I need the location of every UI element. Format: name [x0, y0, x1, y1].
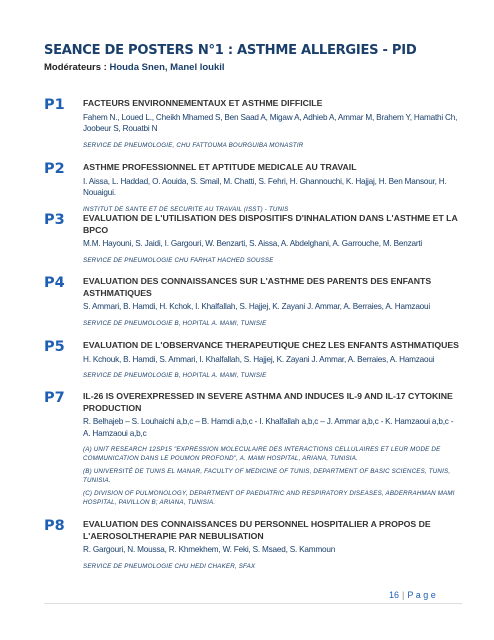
page-footer — [389, 590, 436, 600]
poster-title: FACTEURS ENVIRONNEMENTAUX ET ASTHME DIFFICILE — [83, 98, 323, 108]
footer-divider — [44, 603, 462, 604]
poster-body — [83, 391, 461, 507]
poster-id: P1 — [44, 97, 65, 113]
poster-title: EVALUATION DE L'OBSERVANCE THERAPEUTIQUE CHEZ LES ENFANTS ASTHMATIQUES — [83, 340, 459, 350]
poster-id: P3 — [44, 212, 65, 228]
poster-id: P8 — [44, 518, 65, 534]
poster-authors: R. Gargouri, N. Moussa, R. Khmekhem, W. Feki, S. Msaed, S. Kammoun — [83, 545, 336, 554]
poster-title: EVALUATION DES CONNAISSANCES DU PERSONNEL HOSPITALIER A PROPOS DE L'AEROSOLTHERAPIE PAR NEBULISATION — [83, 519, 431, 541]
moderators-line — [44, 62, 225, 73]
poster-authors: R. Belhajeb – S. Louhaichi a,b,c – B. Hamdi a,b,c - I. Khalfallah a,b,c – J. Ammar a,b,c - K. Hamzaoui a,b,c - A. Hamzaoui a,b,c — [83, 417, 454, 438]
poster-authors: I. Aissa, L. Haddad, O. Aouida, S. Smail, M. Chatti, S. Fehri, H. Ghannouchi, K. Hajjaj, H. Ben Mansour, H. Nouaigui. — [83, 176, 447, 197]
poster-title: EVALUATION DES CONNAISSANCES SUR L'ASTHME DES PARENTS DES ENFANTS ASTHMATIQUES — [83, 276, 432, 298]
poster-title: EVALUATION DE L'UTILISATION DES DISPOSITIFS D'INHALATION DANS L'ASTHME ET LA BPCO — [83, 213, 458, 235]
poster-affiliation: INSTITUT DE SANTE ET DE SECURITE AU TRAVAIL (ISST) - TUNIS — [83, 205, 289, 213]
poster-title: IL-26 IS OVEREXPRESSED IN SEVERE ASTHMA AND INDUCES IL-9 AND IL-17 CYTOKINE PRODUCTION — [83, 391, 453, 413]
poster-body — [83, 276, 461, 328]
poster-body — [83, 340, 461, 380]
poster-affiliation: (C) DIVISION OF PULMONOLOGY, DEPARTMENT OF PAEDIATRIC AND RESPIRATORY DISEASES, ABDERRAHMAN MAMI HOSPITAL, PAVILLON B; ARIANA, TUNISIA. — [83, 490, 455, 506]
poster-authors: H. Kchouk, B. Hamdi, S. Ammari, I. Khalfallah, S. Hajjej, K. Zayani J. Ammar, A. Berraies, A. Hamzaoui — [83, 354, 435, 364]
poster-authors: S. Ammari, B. Hamdi, H. Kchok, I. Khalfallah, S. Hajjej, K. Zayani J. Ammar, A. Berraies, A. Hamzaoui — [83, 302, 431, 311]
poster-affiliation: SERVICE DE PNEUMOLOGIE CHU HEDI CHAKER, SFAX — [83, 562, 256, 570]
poster-affiliation: SERVICE DE PNEUMOLOGIE B, HOPITAL A. MAMI, TUNISIE — [83, 319, 267, 327]
poster-body — [83, 519, 461, 571]
poster-title: ASTHME PROFESSIONNEL ET APTITUDE MEDICALE AU TRAVAIL — [83, 162, 357, 172]
footer-separator: | — [402, 590, 405, 600]
poster-body — [83, 162, 461, 214]
poster-affiliation: SERVICE DE PNEUMOLOGIE B, HOPITAL A. MAMI, TUNISIE — [83, 372, 267, 379]
page-number: 16 — [389, 590, 400, 600]
poster-id: P2 — [44, 161, 65, 177]
poster-id: P5 — [44, 339, 65, 355]
poster-body — [83, 213, 461, 265]
poster-authors: M.M. Hayouni, S. Jaidi, I. Gargouri, W. Benzarti, S. Aissa, A. Abdelghani, A. Garrouche, M. Benzarti — [83, 239, 423, 248]
poster-body — [83, 98, 461, 150]
moderators-label: Modérateurs : — [44, 62, 107, 73]
poster-affiliation: SERVICE DE PNEUMOLOGIE CHU FARHAT HACHED SOUSSE — [83, 256, 274, 264]
poster-authors: Fahem N., Loued L., Cheikh Mhamed S, Ben Saad A, Migaw A, Adhieb A, Ammar M, Brahem Y, Hamathi Ch, Joobeur S, Rouatbi N — [83, 112, 458, 133]
moderators-names: Houda Snen, Manel loukil — [109, 62, 225, 73]
page-word: P a g e — [407, 590, 436, 600]
page-title: SEANCE DE POSTERS N°1 : ASTHME ALLERGIES - PID — [44, 42, 417, 58]
poster-affiliation: SERVICE DE PNEUMOLOGIE, CHU FATTOUMA BOURGUIBA MONASTIR — [83, 141, 304, 149]
poster-id: P7 — [44, 390, 65, 406]
poster-affiliation: (A) UNIT RESEARCH 12SP15 "EXPRESSION MOLECULAIRE DES INTERACTIONS CELLULAIRES ET LEUR MODE DE COMMUNICATION DANS LE POUMON PROFOND", A. MAMI HOSPITAL, ARIANA, TUNISIA. — [83, 446, 441, 462]
poster-affiliation: (B) UNIVERSITÉ DE TUNIS EL MANAR, FACULTY OF MEDICINE OF TUNIS, DEPARTMENT OF BASIC SCIENCES, TUNIS, TUNISIA. — [83, 468, 451, 484]
poster-id: P4 — [44, 275, 65, 291]
